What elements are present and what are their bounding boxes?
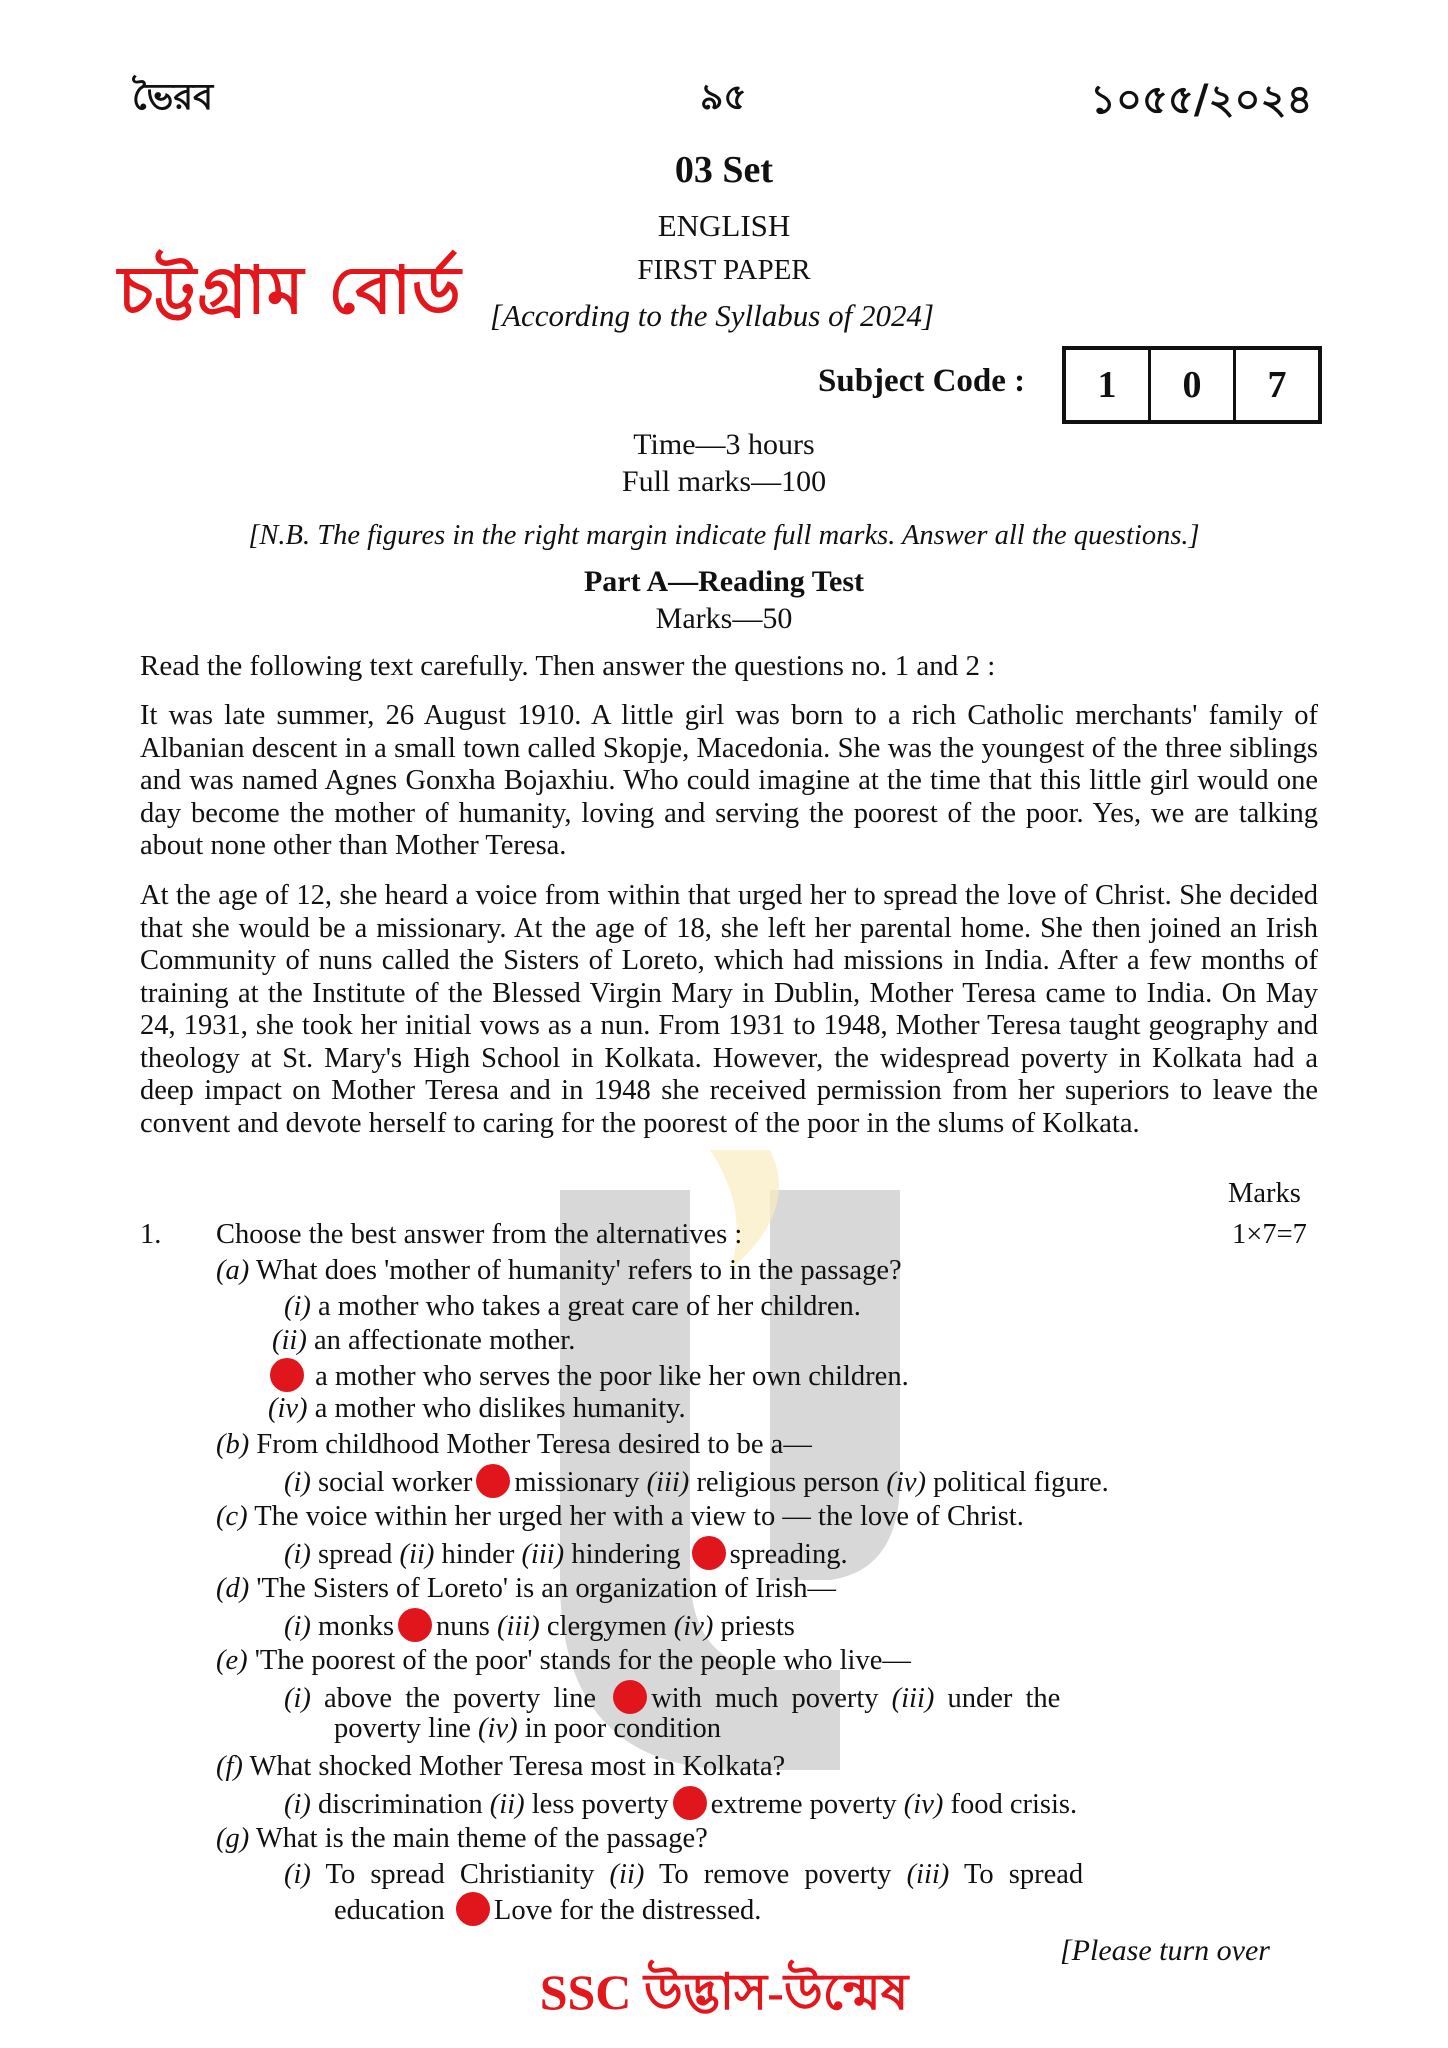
option-text: in poor condition <box>524 1713 722 1744</box>
subject-code-box <box>1062 346 1322 424</box>
option-label: (i) <box>284 1611 311 1642</box>
option-text: above the poverty line <box>324 1683 597 1714</box>
option-label: (i) <box>284 1859 311 1890</box>
option-text: priests <box>720 1611 795 1642</box>
item-label: (e) <box>216 1645 248 1676</box>
option-text: To spread <box>963 1859 1084 1890</box>
option-label: (i) <box>284 1467 311 1498</box>
item-label: (c) <box>216 1501 248 1532</box>
item-label: (f) <box>216 1751 243 1782</box>
option-text: a mother who dislikes humanity. <box>314 1393 686 1424</box>
answer-mark <box>613 1680 647 1714</box>
option <box>268 1392 686 1426</box>
option-text: hinder <box>441 1539 515 1570</box>
option-label: (iv) <box>903 1789 944 1820</box>
option-label: (ii) <box>609 1859 645 1890</box>
item-label: (g) <box>216 1823 250 1854</box>
turn-over-note: [Please turn over <box>1060 1934 1270 1967</box>
set-title: 03 Set <box>674 149 774 191</box>
option-text: food crisis. <box>950 1789 1078 1820</box>
options-row <box>284 1786 1077 1822</box>
question-text: Choose the best answer from the alternatives : <box>216 1219 743 1250</box>
option-text: religious person <box>696 1467 880 1498</box>
board-stamp: চট্টগ্রাম বোর্ড <box>118 252 462 329</box>
option-text: with much poverty <box>651 1683 879 1714</box>
options-row <box>284 1680 1060 1716</box>
option-label: (i) <box>284 1789 311 1820</box>
option-label: (iii) <box>497 1611 540 1642</box>
sub-question-c <box>216 1500 1024 1534</box>
sub-question-d <box>216 1572 836 1606</box>
option-text: extreme poverty <box>710 1789 897 1820</box>
sub-question-a <box>216 1254 902 1288</box>
answer-mark <box>270 1358 304 1392</box>
option-label: (i) <box>284 1291 311 1322</box>
item-label: (b) <box>216 1429 250 1460</box>
option-text: discrimination <box>318 1789 483 1820</box>
option-text: spread <box>318 1539 393 1570</box>
option-text: poverty line <box>334 1713 471 1744</box>
option-text: Love for the distressed. <box>493 1895 762 1926</box>
passage-paragraph: At the age of 12, she heard a voice from within that urged her to spread the love of Christ. She decided that she would be a missionary. At the age of 18, she left her parental home. She then joined an Irish Community of nuns called the Sisters of Loreto, which had missions in India. After a few months of training at the Institute of the Blessed Virgin Mary in Dublin, Mother Teresa came to India. On May 24, 1931, she took her initial vows as a nun. From 1931 to 1948, Mother Teresa taught geography and theology at St. Mary's High School in Kolkata. However, the widespread poverty in Kolkata had a deep impact on Mother Teresa and in 1948 she received permission from her superiors to leave the convent and devote herself to caring for the poorest of the poor in the slums of Kolkata. <box>140 880 1318 1139</box>
option-label: (ii) <box>399 1539 435 1570</box>
subject-code-digit: 0 <box>1151 350 1236 420</box>
subject-title: ENGLISH <box>657 208 791 243</box>
header-code: ১০৫৫/২০২৪ <box>1090 77 1313 123</box>
footer-brand: SSC উদ্ভাস-উন্মেষ <box>539 1964 909 2020</box>
syllabus-note: [According to the Syllabus of 2024] <box>490 298 935 333</box>
part-title: Part A—Reading Test <box>583 565 865 598</box>
option-text: under the <box>947 1683 1061 1714</box>
exam-time: Time—3 hours <box>633 428 815 461</box>
subject-code-digit: 7 <box>1267 364 1287 406</box>
option-label: (ii) <box>489 1789 525 1820</box>
option-text: hindering <box>571 1539 681 1570</box>
instruction: Read the following text carefully. Then answer the questions no. 1 and 2 : <box>140 650 996 682</box>
option-label: (iv) <box>268 1393 308 1424</box>
option-text: spreading. <box>729 1539 848 1570</box>
option-text: clergymen <box>546 1611 667 1642</box>
item-stem: 'The poorest of the poor' stands for the people who live— <box>254 1645 911 1676</box>
exam-full-marks: Full marks—100 <box>621 465 827 498</box>
answer-mark <box>692 1536 726 1570</box>
option-label: (iii) <box>906 1859 950 1890</box>
marks-label: Marks <box>1228 1178 1301 1209</box>
option-text: To spread Christianity <box>325 1859 595 1890</box>
option-label: (iv) <box>478 1713 518 1744</box>
item-stem: What shocked Mother Teresa most in Kolkata? <box>249 1751 786 1782</box>
option-text: a mother who serves the poor like her own children. <box>315 1361 909 1392</box>
option-text: nuns <box>436 1611 490 1642</box>
option-label: (iii) <box>646 1467 690 1498</box>
option-text: missionary <box>514 1467 640 1498</box>
option-text: political figure. <box>933 1467 1109 1498</box>
options-row-continued <box>334 1712 721 1746</box>
option-text: education <box>334 1895 445 1926</box>
option-label: (iv) <box>673 1611 714 1642</box>
question-number: 1. <box>140 1219 162 1250</box>
answer-mark <box>673 1786 707 1820</box>
sub-question-b <box>216 1428 812 1462</box>
item-stem: The voice within her urged her with a view to — the love of Christ. <box>254 1501 1024 1532</box>
option-text: less poverty <box>531 1789 669 1820</box>
options-row <box>284 1608 795 1644</box>
answer-mark <box>456 1892 490 1926</box>
subject-code-label: Subject Code : <box>818 363 1026 399</box>
item-stem: What is the main theme of the passage? <box>255 1823 708 1854</box>
option-text: an affectionate mother. <box>313 1325 576 1356</box>
item-stem: From childhood Mother Teresa desired to be a— <box>256 1429 812 1460</box>
option-label: (i) <box>284 1539 311 1570</box>
option-text: a mother who takes a great care of her children. <box>318 1291 861 1322</box>
options-row <box>284 1536 848 1572</box>
subject-code-digit: 1 <box>1066 350 1151 420</box>
paper-title: FIRST PAPER <box>637 254 811 286</box>
option-text: social worker <box>318 1467 473 1498</box>
sub-question-e <box>216 1644 911 1678</box>
item-label: (d) <box>216 1573 250 1604</box>
option-label: (iii) <box>891 1683 935 1714</box>
header-left: ভৈরব <box>132 77 214 118</box>
answer-mark <box>476 1464 510 1498</box>
nb-note: [N.B. The figures in the right margin indicate full marks. Answer all the questions.] <box>248 520 1200 551</box>
part-marks: Marks—50 <box>655 602 793 635</box>
option-label: (i) <box>284 1683 311 1714</box>
header-page-number: ৯৫ <box>700 77 747 118</box>
option <box>272 1324 575 1358</box>
option-selected <box>266 1358 909 1394</box>
item-stem: What does 'mother of humanity' refers to in the passage? <box>255 1255 902 1286</box>
item-label: (a) <box>216 1255 250 1286</box>
options-row <box>284 1464 1109 1500</box>
option-text: monks <box>318 1611 395 1642</box>
answer-mark <box>398 1608 432 1642</box>
options-row-continued <box>334 1892 761 1928</box>
passage-paragraph: It was late summer, 26 August 1910. A little girl was born to a rich Catholic merchants' family of Albanian descent in a small town called Skopje, Macedonia. She was the youngest of the three siblings and was named Agnes Gonxha Bojaxhiu. Who could imagine at the time that this little girl would one day become the mother of humanity, loving and serving the poorest of the poor. Yes, we are talking about none other than Mother Teresa. <box>140 700 1318 861</box>
sub-question-g <box>216 1822 708 1856</box>
option-label: (iv) <box>886 1467 926 1498</box>
options-row <box>284 1858 1083 1892</box>
item-stem: 'The Sisters of Loreto' is an organization of Irish— <box>256 1573 836 1604</box>
question-marks: 1×7=7 <box>1232 1219 1307 1250</box>
option-label: (ii) <box>272 1325 307 1356</box>
sub-question-f <box>216 1750 785 1784</box>
option <box>284 1290 861 1324</box>
option-text: To remove poverty <box>659 1859 892 1890</box>
option-label: (iii) <box>521 1539 565 1570</box>
